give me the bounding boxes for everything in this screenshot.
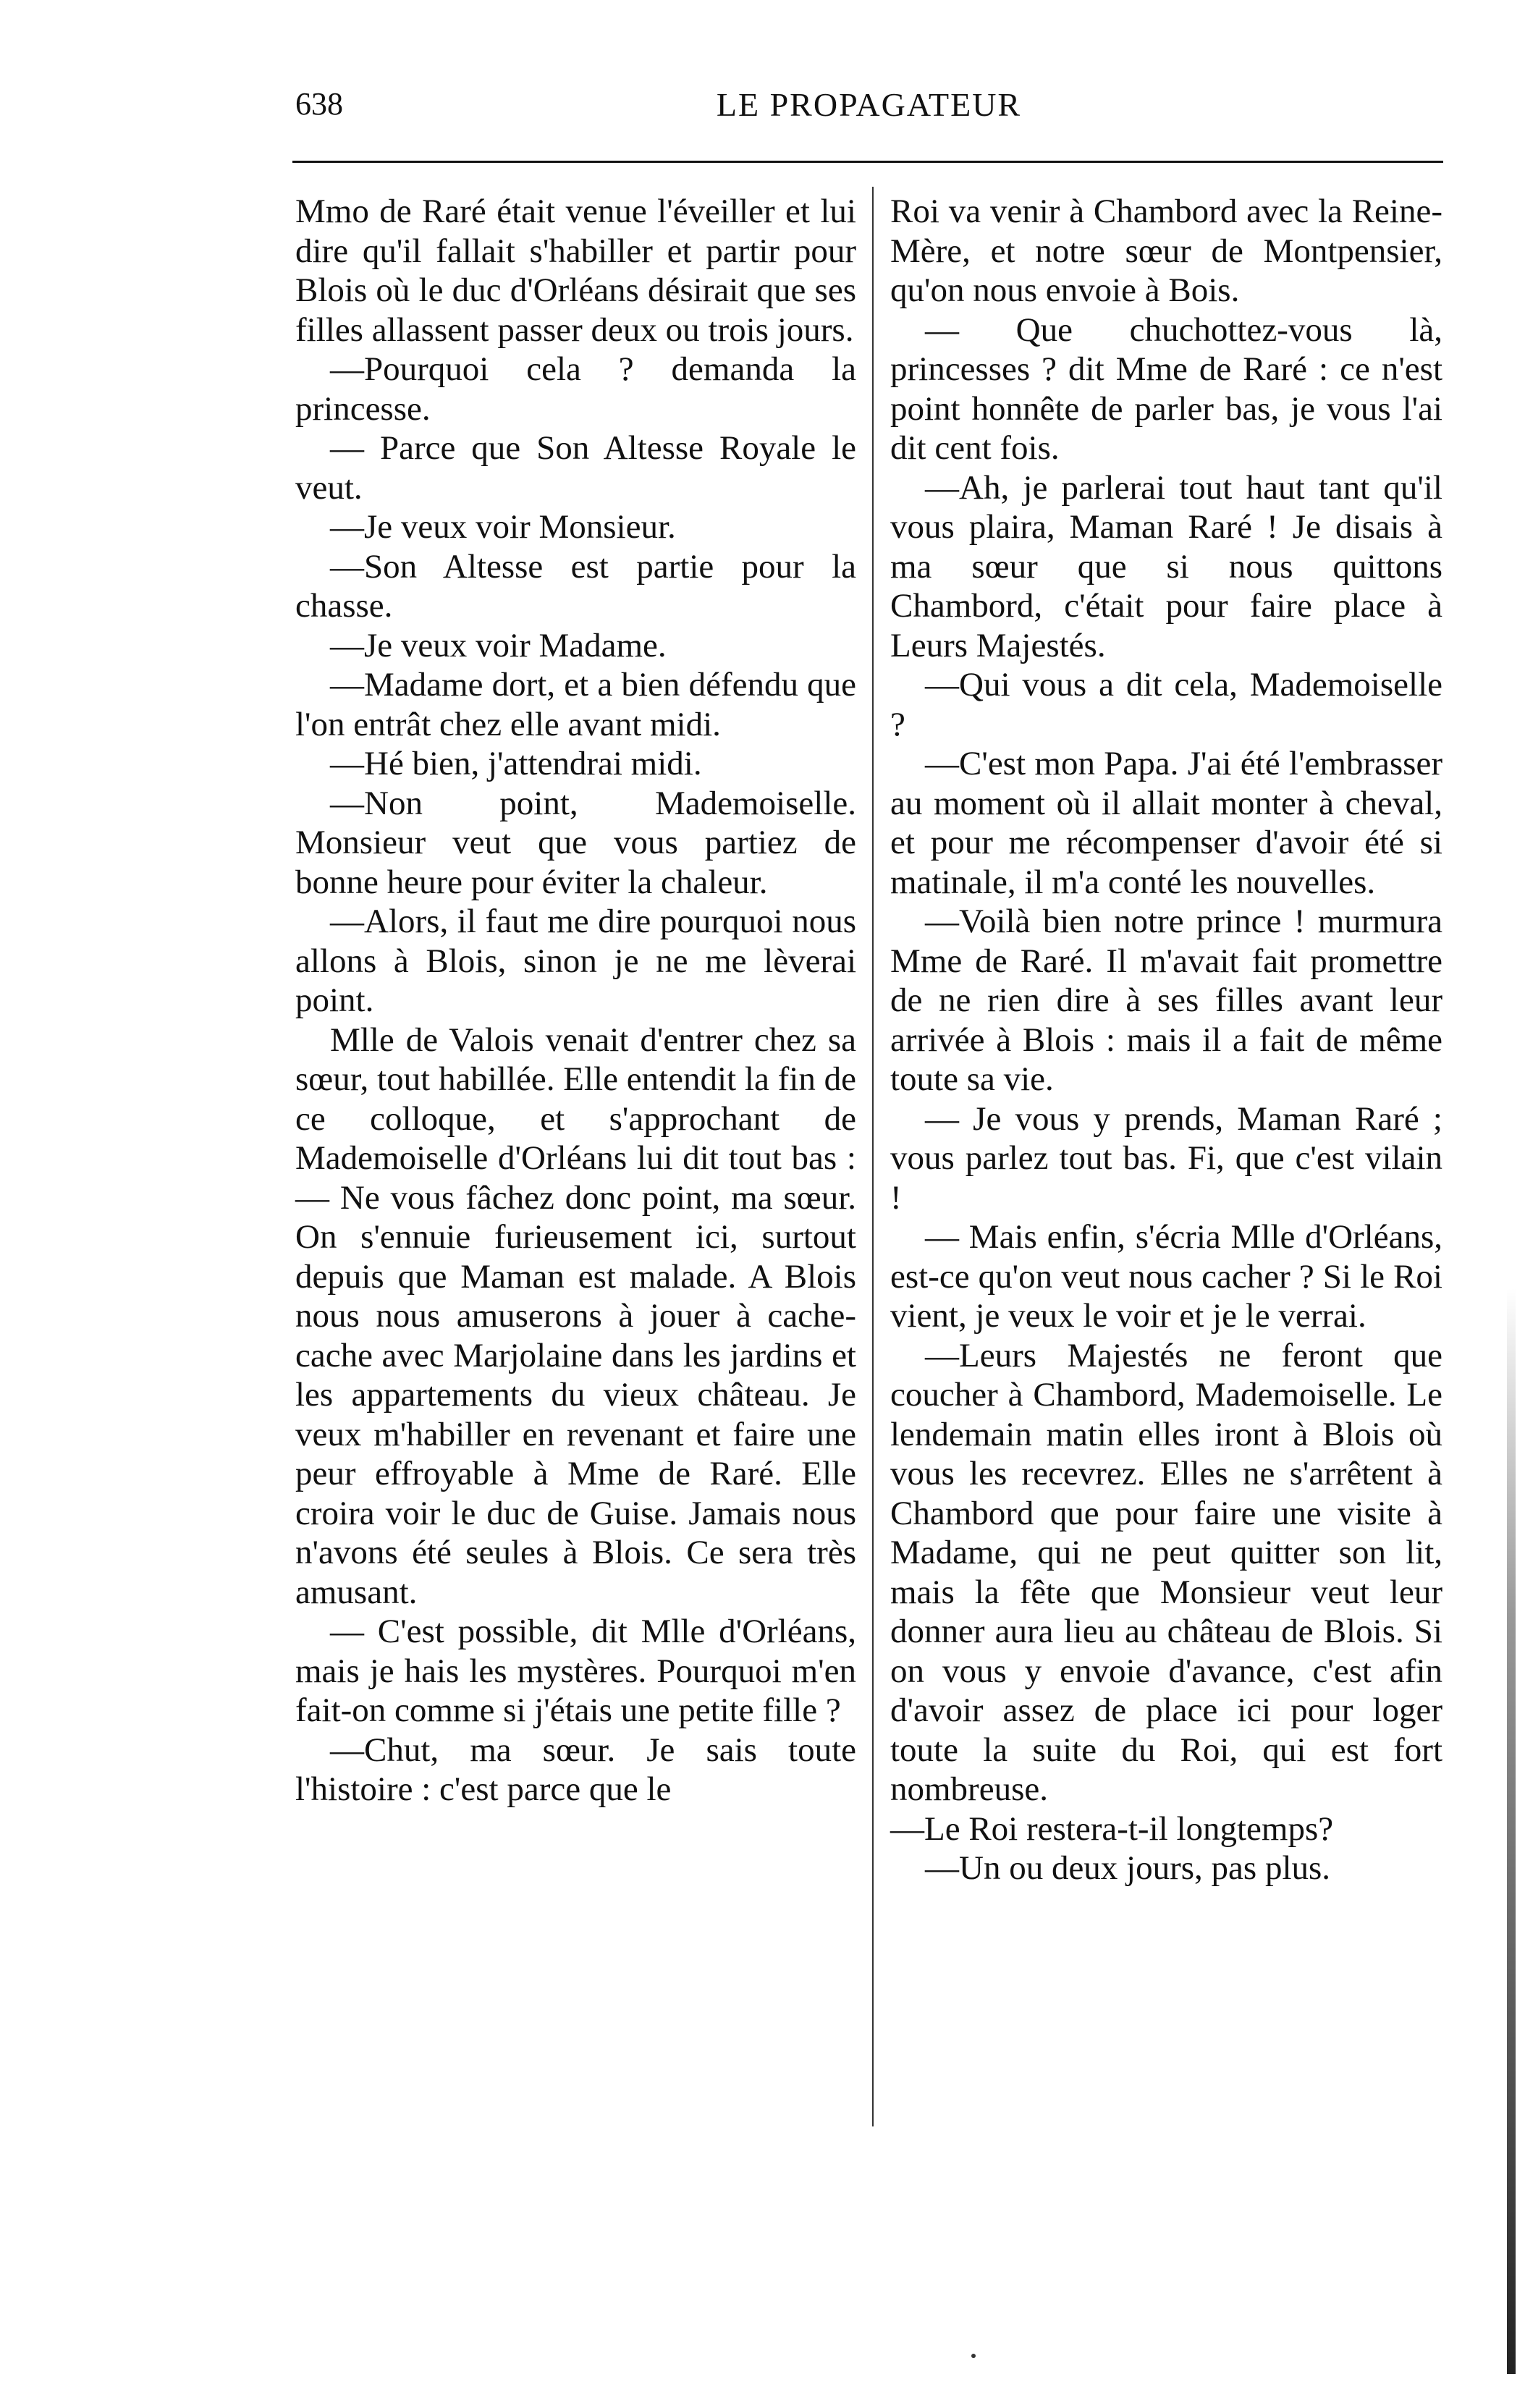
- scan-speck: [971, 2354, 976, 2358]
- paragraph: —Je veux voir Madame.: [330, 626, 667, 664]
- paragraph: —Son Altesse est partie pour la chasse.: [295, 547, 856, 625]
- paragraph: —Madame dort, et a bien défendu que l'on entrât chez elle avant midi.: [295, 666, 856, 743]
- right-column: [890, 192, 1442, 1888]
- column-divider: [872, 187, 874, 2126]
- paragraph: —Alors, il faut me dire pourquoi nous allons à Blois, sinon je ne me lèverai point.: [295, 903, 856, 1019]
- paragraph: —Hé bien, j'attendrai midi.: [330, 745, 702, 782]
- paragraph: —Non point, Mademoiselle. Monsieur veut que vous partiez de bonne heure pour éviter la chaleur.: [295, 784, 856, 901]
- paragraph: —Qui vous a dit cela, Mademoiselle ?: [890, 666, 1442, 743]
- paragraph: —Le Roi restera-t-il longtemps?: [890, 1809, 1334, 1848]
- paragraph: Mmo de Raré était venue l'éveiller et lui dire qu'il fallait s'habiller et partir pour Blois où le duc d'Orléans désirait que ses filles allassent passer deux ou trois jours.: [295, 193, 856, 349]
- paragraph: — Parce que Son Altesse Royale le veut.: [295, 429, 856, 507]
- page-number: 638: [295, 86, 343, 122]
- paragraph: Roi va venir à Chambord avec la Reine-Mère, et notre sœur de Montpensier, qu'on nous envoie à Bois.: [890, 193, 1442, 309]
- paragraph: —Leurs Majestés ne feront que coucher à Chambord, Mademoiselle. Le lendemain matin elles iront à Blois où vous les recevrez. Elles ne s'arrêtent à Chambord que pour faire une visite à Madame, qui ne peut quitter son lit, mais la fête que Monsieur veut leur donner aura lieu au château de Blois. Si on vous y envoie d'avance, c'est afin d'avoir assez de place ici pour loger toute la suite du Roi, qui est fort nombreuse.: [890, 1336, 1442, 1808]
- paragraph: — C'est possible, dit Mlle d'Orléans, mais je hais les mystères. Pourquoi m'en fait-on comme si j'étais une petite fille ?: [295, 1613, 856, 1729]
- scan-edge-shadow: [1507, 1288, 1516, 2374]
- paragraph: —C'est mon Papa. J'ai été l'embrasser au moment où il allait monter à cheval, et pour me récompenser d'avoir été si matinale, il m'a conté les nouvelles.: [890, 745, 1442, 901]
- paragraph: —Je veux voir Monsieur.: [330, 508, 676, 546]
- paragraph: —Chut, ma sœur. Je sais toute l'histoire : c'est parce que le: [295, 1731, 856, 1808]
- paragraph: —Ah, je parlerai tout haut tant qu'il vous plaira, Maman Raré ! Je disais à ma sœur que si nous quittons Chambord, c'était pour faire place à Leurs Majestés.: [890, 468, 1442, 664]
- paragraph: —Pourquoi cela ? demanda la princesse.: [295, 350, 856, 428]
- header-rule: [292, 161, 1443, 163]
- paragraph: —Un ou deux jours, pas plus.: [925, 1849, 1331, 1887]
- running-title: LE PROPAGATEUR: [716, 86, 1022, 123]
- paragraph: — Que chuchottez-vous là, princesses ? dit Mme de Raré : ce n'est point honnête de parler bas, je vous l'ai dit cent fois.: [890, 310, 1442, 467]
- paragraph: — Je vous y prends, Maman Raré ; vous parlez tout bas. Fi, que c'est vilain !: [890, 1099, 1442, 1217]
- left-column: [295, 192, 856, 1809]
- paragraph: Mlle de Valois venait d'entrer chez sa sœur, tout habillée. Elle entendit la fin de ce colloque, et s'approchant de Mademoiselle d'Orléans lui dit tout bas : — Ne vous fâchez donc point, ma sœur. On s'ennuie furieusement ici, surtout depuis que Maman est malade. A Blois nous nous amuserons à jouer à cache-cache avec Marjolaine dans les jardins et les appartements du vieux château. Je veux m'habiller en revenant et faire une peur effroyable à Mme de Raré. Elle croira voir le duc de Guise. Jamais nous n'avons été seules à Blois. Ce sera très amusant.: [295, 1021, 856, 1611]
- paragraph: — Mais enfin, s'écria Mlle d'Orléans, est-ce qu'on veut nous cacher ? Si le Roi vient, je veux le voir et je le verrai.: [890, 1218, 1442, 1335]
- paragraph: —Voilà bien notre prince ! murmura Mme de Raré. Il m'avait fait promettre de ne rien dire à ses filles avant leur arrivée à Blois : mais il a fait de même toute sa vie.: [890, 903, 1442, 1098]
- page-header: [295, 85, 1442, 136]
